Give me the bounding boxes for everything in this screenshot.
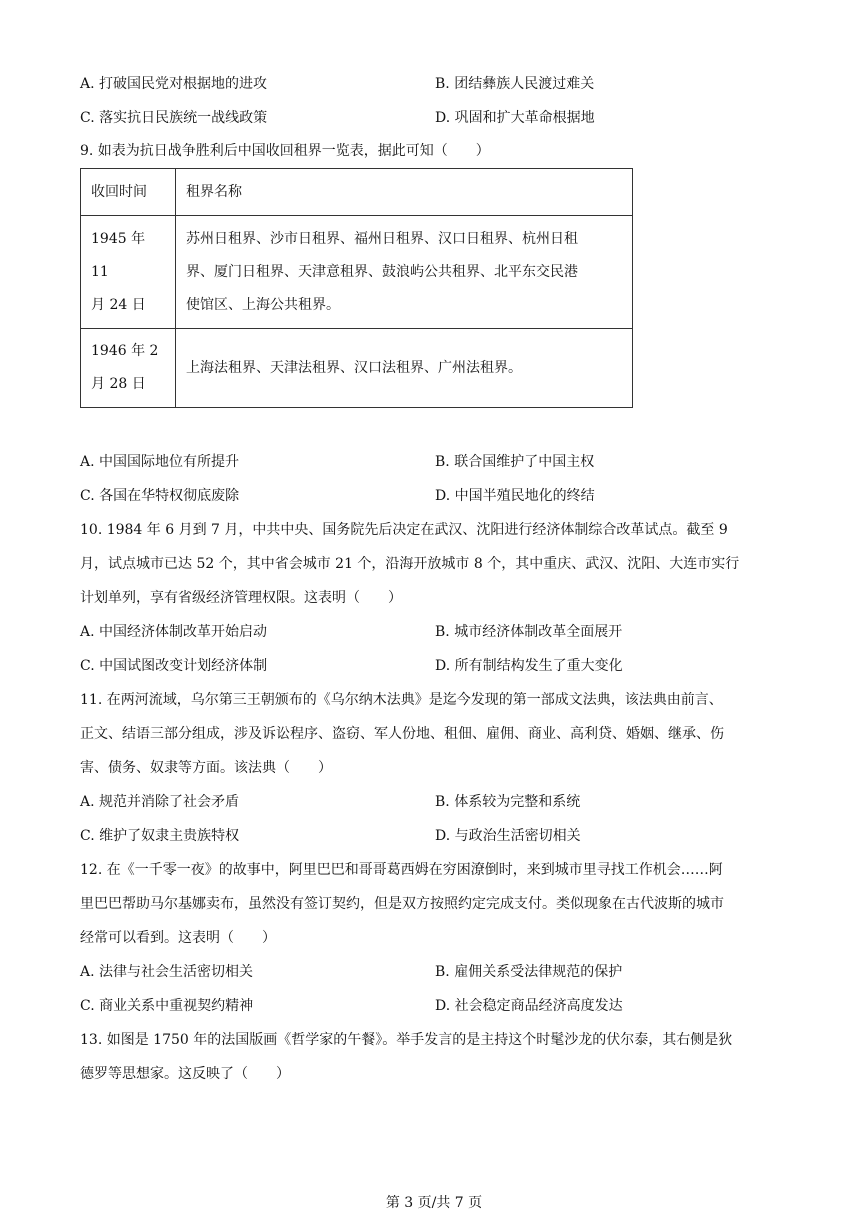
q12-option-c: C. 商业关系中重视契约精神 (80, 998, 254, 1014)
q12-option-b: B. 雇佣关系受法律规范的保护 (435, 964, 623, 980)
cell-line: 界、厦门日租界、天津意租界、鼓浪屿公共租界、北平东交民港 (186, 263, 578, 280)
q9-option-c: C. 各国在华特权彻底废除 (80, 488, 240, 504)
cell-line: 上海法租界、天津法租界、汉口法租界、广州法租界。 (186, 359, 522, 376)
q9-option-a: A. 中国国际地位有所提升 (80, 454, 240, 470)
q11-option-b: B. 体系较为完整和系统 (435, 794, 581, 810)
table-header-name: 租界名称 (176, 169, 633, 216)
q10-option-a: A. 中国经济体制改革开始启动 (80, 624, 268, 640)
q10-option-d: D. 所有制结构发生了重大变化 (435, 658, 623, 674)
q11-option-c: C. 维护了奴隶主贵族特权 (80, 828, 240, 844)
q11-option-a: A. 规范并消除了社会矛盾 (80, 794, 240, 810)
cell-line: 1945 年 11 (91, 230, 146, 280)
page-number: 第 3 页/共 7 页 (385, 1195, 483, 1211)
concession-table (80, 168, 633, 408)
cell-line: 苏州日租界、沙市日租界、福州日租界、汉口日租界、杭州日租 (186, 230, 578, 247)
q12-line: 12. 在《一千零一夜》的故事中，阿里巴巴和哥哥葛西姆在穷困潦倒时，来到城市里寻找工作机会……阿 (80, 862, 723, 878)
table-cell-names (176, 329, 633, 408)
q8-option-d: D. 巩固和扩大革命根据地 (435, 110, 595, 126)
q11-line: 害、债务、奴隶等方面。该法典（ ） (80, 760, 332, 776)
q11-line: 正文、结语三部分组成，涉及诉讼程序、盗窃、军人份地、租佃、雇佣、商业、高利贷、婚姻、继承、伤 (80, 726, 724, 742)
q9-stem: 9. 如表为抗日战争胜利后中国收回租界一览表，据此可知（ ） (80, 143, 490, 159)
q10-line: 10. 1984 年 6 月到 7 月，中共中央、国务院先后决定在武汉、沈阳进行经济体制综合改革试点。截至 9 (80, 522, 728, 538)
table-cell-names (176, 216, 633, 329)
table-header-time: 收回时间 (81, 169, 176, 216)
q8-option-a: A. 打破国民党对根据地的进攻 (80, 76, 268, 92)
table-row (81, 329, 633, 408)
q8-option-c: C. 落实抗日民族统一战线政策 (80, 110, 268, 126)
table-cell-time (81, 329, 176, 408)
table-row (81, 216, 633, 329)
q10-option-c: C. 中国试图改变计划经济体制 (80, 658, 268, 674)
q12-option-a: A. 法律与社会生活密切相关 (80, 964, 254, 980)
q11-option-d: D. 与政治生活密切相关 (435, 828, 581, 844)
q10-line: 月，试点城市已达 52 个，其中省会城市 21 个，沿海开放城市 8 个，其中重庆、武汉、沈阳、大连市实行 (80, 556, 740, 572)
table-header-row (81, 169, 633, 216)
table-cell-time (81, 216, 176, 329)
q10-line: 计划单列，享有省级经济管理权限。这表明（ ） (80, 590, 402, 606)
q12-option-d: D. 社会稳定商品经济高度发达 (435, 998, 623, 1014)
cell-line: 月 24 日 (91, 296, 146, 313)
q13-line: 13. 如图是 1750 年的法国版画《哲学家的午餐》。举手发言的是主持这个时髦沙龙的伏尔泰，其右侧是狄 (80, 1032, 733, 1048)
cell-line: 月 28 日 (91, 376, 146, 392)
cell-line: 使馆区、上海公共租界。 (186, 296, 340, 313)
cell-line: 1946 年 2 (91, 343, 159, 359)
q11-line: 11. 在两河流域，乌尔第三王朝颁布的《乌尔纳木法典》是迄今发现的第一部成文法典，该法典由前言、 (80, 692, 723, 708)
q12-line: 经常可以看到。这表明（ ） (80, 930, 276, 946)
q9-option-b: B. 联合国维护了中国主权 (435, 454, 595, 470)
q9-option-d: D. 中国半殖民地化的终结 (435, 488, 595, 504)
q12-line: 里巴巴帮助马尔基娜卖布，虽然没有签订契约，但是双方按照约定完成支付。类似现象在古代波斯的城市 (80, 896, 724, 912)
q10-option-b: B. 城市经济体制改革全面展开 (435, 624, 623, 640)
q8-option-b: B. 团结彝族人民渡过难关 (435, 76, 595, 92)
q13-line: 德罗等思想家。这反映了（ ） (80, 1066, 290, 1082)
